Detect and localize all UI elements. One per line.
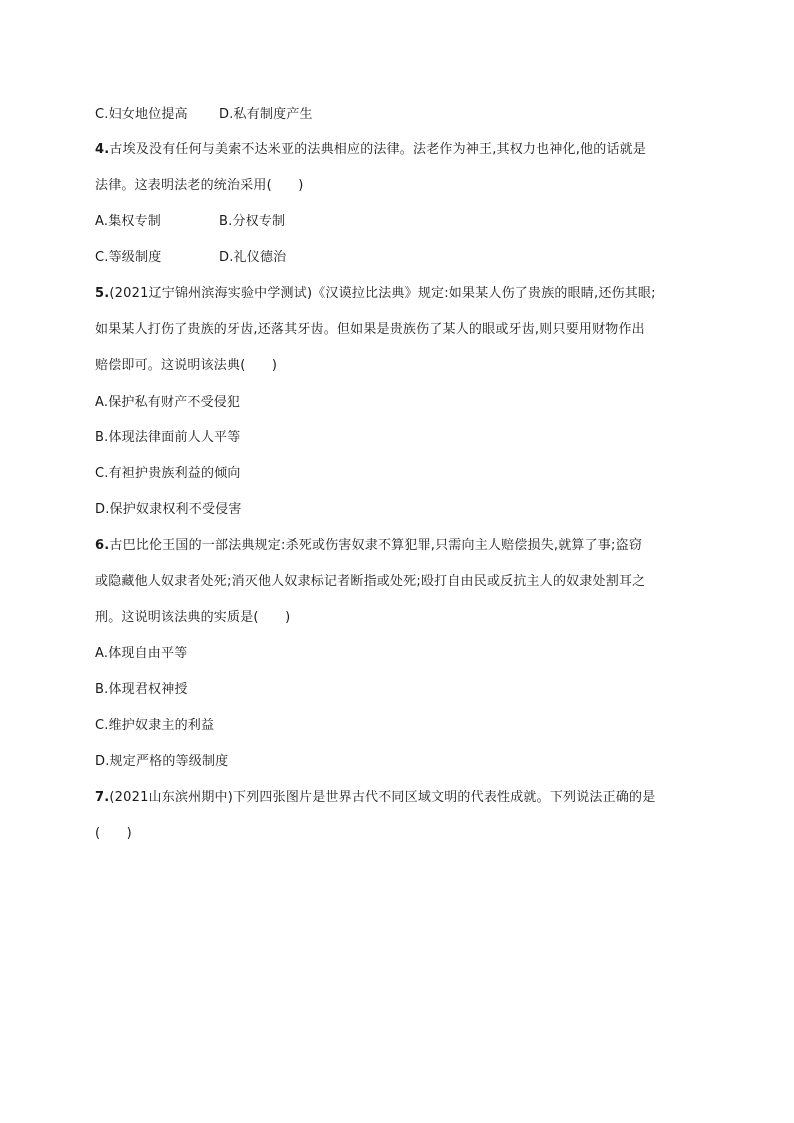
q5-option-d: D.保护奴隶权利不受侵害: [95, 502, 242, 517]
q7-stem-line-2: [95, 825, 699, 843]
q5-option-a: A.保护私有财产不受侵犯: [95, 395, 241, 410]
q7-stem-text-2: ( ): [95, 826, 132, 841]
q5-option-c: C.有袒护贵族利益的倾向: [95, 466, 241, 481]
q6-stem-text-2: 或隐藏他人奴隶者处死;消灭他人奴隶标记者断指或处死;殴打自由民或反抗主人的奴隶处割耳之: [95, 574, 646, 589]
q7-stem-text-1: (2021山东滨州期中)下列四张图片是世界古代不同区域文明的代表性成就。下列说法正确的是: [109, 790, 656, 805]
q6-stem-line-2: [95, 573, 699, 591]
q5-stem-line-1: [95, 285, 699, 303]
q3-option-d: D.私有制度产生: [219, 107, 313, 122]
q4-option-a: A.集权专制: [95, 214, 161, 229]
q5-stem-line-3: [95, 357, 699, 375]
q4-option-d: D.礼仪德治: [219, 250, 287, 265]
q5-stem-text-2: 如果某人打伤了贵族的牙齿,还落其牙齿。但如果是贵族伤了某人的眼或牙齿,则只要用财物作出: [95, 322, 645, 337]
q6-stem-text-3: 刑。这说明该法典的实质是( ): [95, 610, 291, 625]
q7-stem-line-1: [95, 789, 699, 807]
q4-options-cd: [95, 249, 699, 267]
q7-number: 7.: [95, 790, 110, 805]
q6-option-b: B.体现君权神授: [95, 682, 188, 697]
q6-stem-line-1: [95, 537, 699, 555]
q4-option-c: C.等级制度: [95, 250, 162, 265]
q6-stem-line-3: [95, 609, 699, 627]
q5-stem-text-1: (2021辽宁锦州滨海实验中学测试)《汉谟拉比法典》规定:如果某人伤了贵族的眼睛,还伤其眼;: [109, 286, 656, 301]
q4-stem-line-2: [95, 177, 699, 195]
q6-number: 6.: [95, 538, 110, 553]
q5-stem-text-3: 赔偿即可。这说明该法典( ): [95, 358, 278, 373]
q6-option-a: A.体现自由平等: [95, 646, 188, 661]
q3-options-cd: [95, 106, 699, 124]
q5-stem-line-2: [95, 321, 699, 339]
q4-number: 4.: [95, 142, 110, 157]
q5-number: 5.: [95, 286, 110, 301]
q4-stem-line-1: [95, 141, 699, 159]
q4-stem-text-2: 法律。这表明法老的统治采用( ): [95, 178, 304, 193]
q6-option-c: C.维护奴隶主的利益: [95, 718, 215, 733]
q4-options-ab: [95, 213, 699, 231]
q4-stem-text-1: 古埃及没有任何与美索不达米亚的法典相应的法律。法老作为神王,其权力也神化,他的话就是: [109, 142, 647, 157]
q6-option-d: D.规定严格的等级制度: [95, 754, 229, 769]
q3-option-c: C.妇女地位提高: [95, 107, 188, 122]
q6-stem-text-1: 古巴比伦王国的一部法典规定:杀死或伤害奴隶不算犯罪,只需向主人赔偿损失,就算了事;盗窃: [109, 538, 643, 553]
q4-option-b: B.分权专制: [219, 214, 286, 229]
q5-option-b: B.体现法律面前人人平等: [95, 430, 241, 445]
